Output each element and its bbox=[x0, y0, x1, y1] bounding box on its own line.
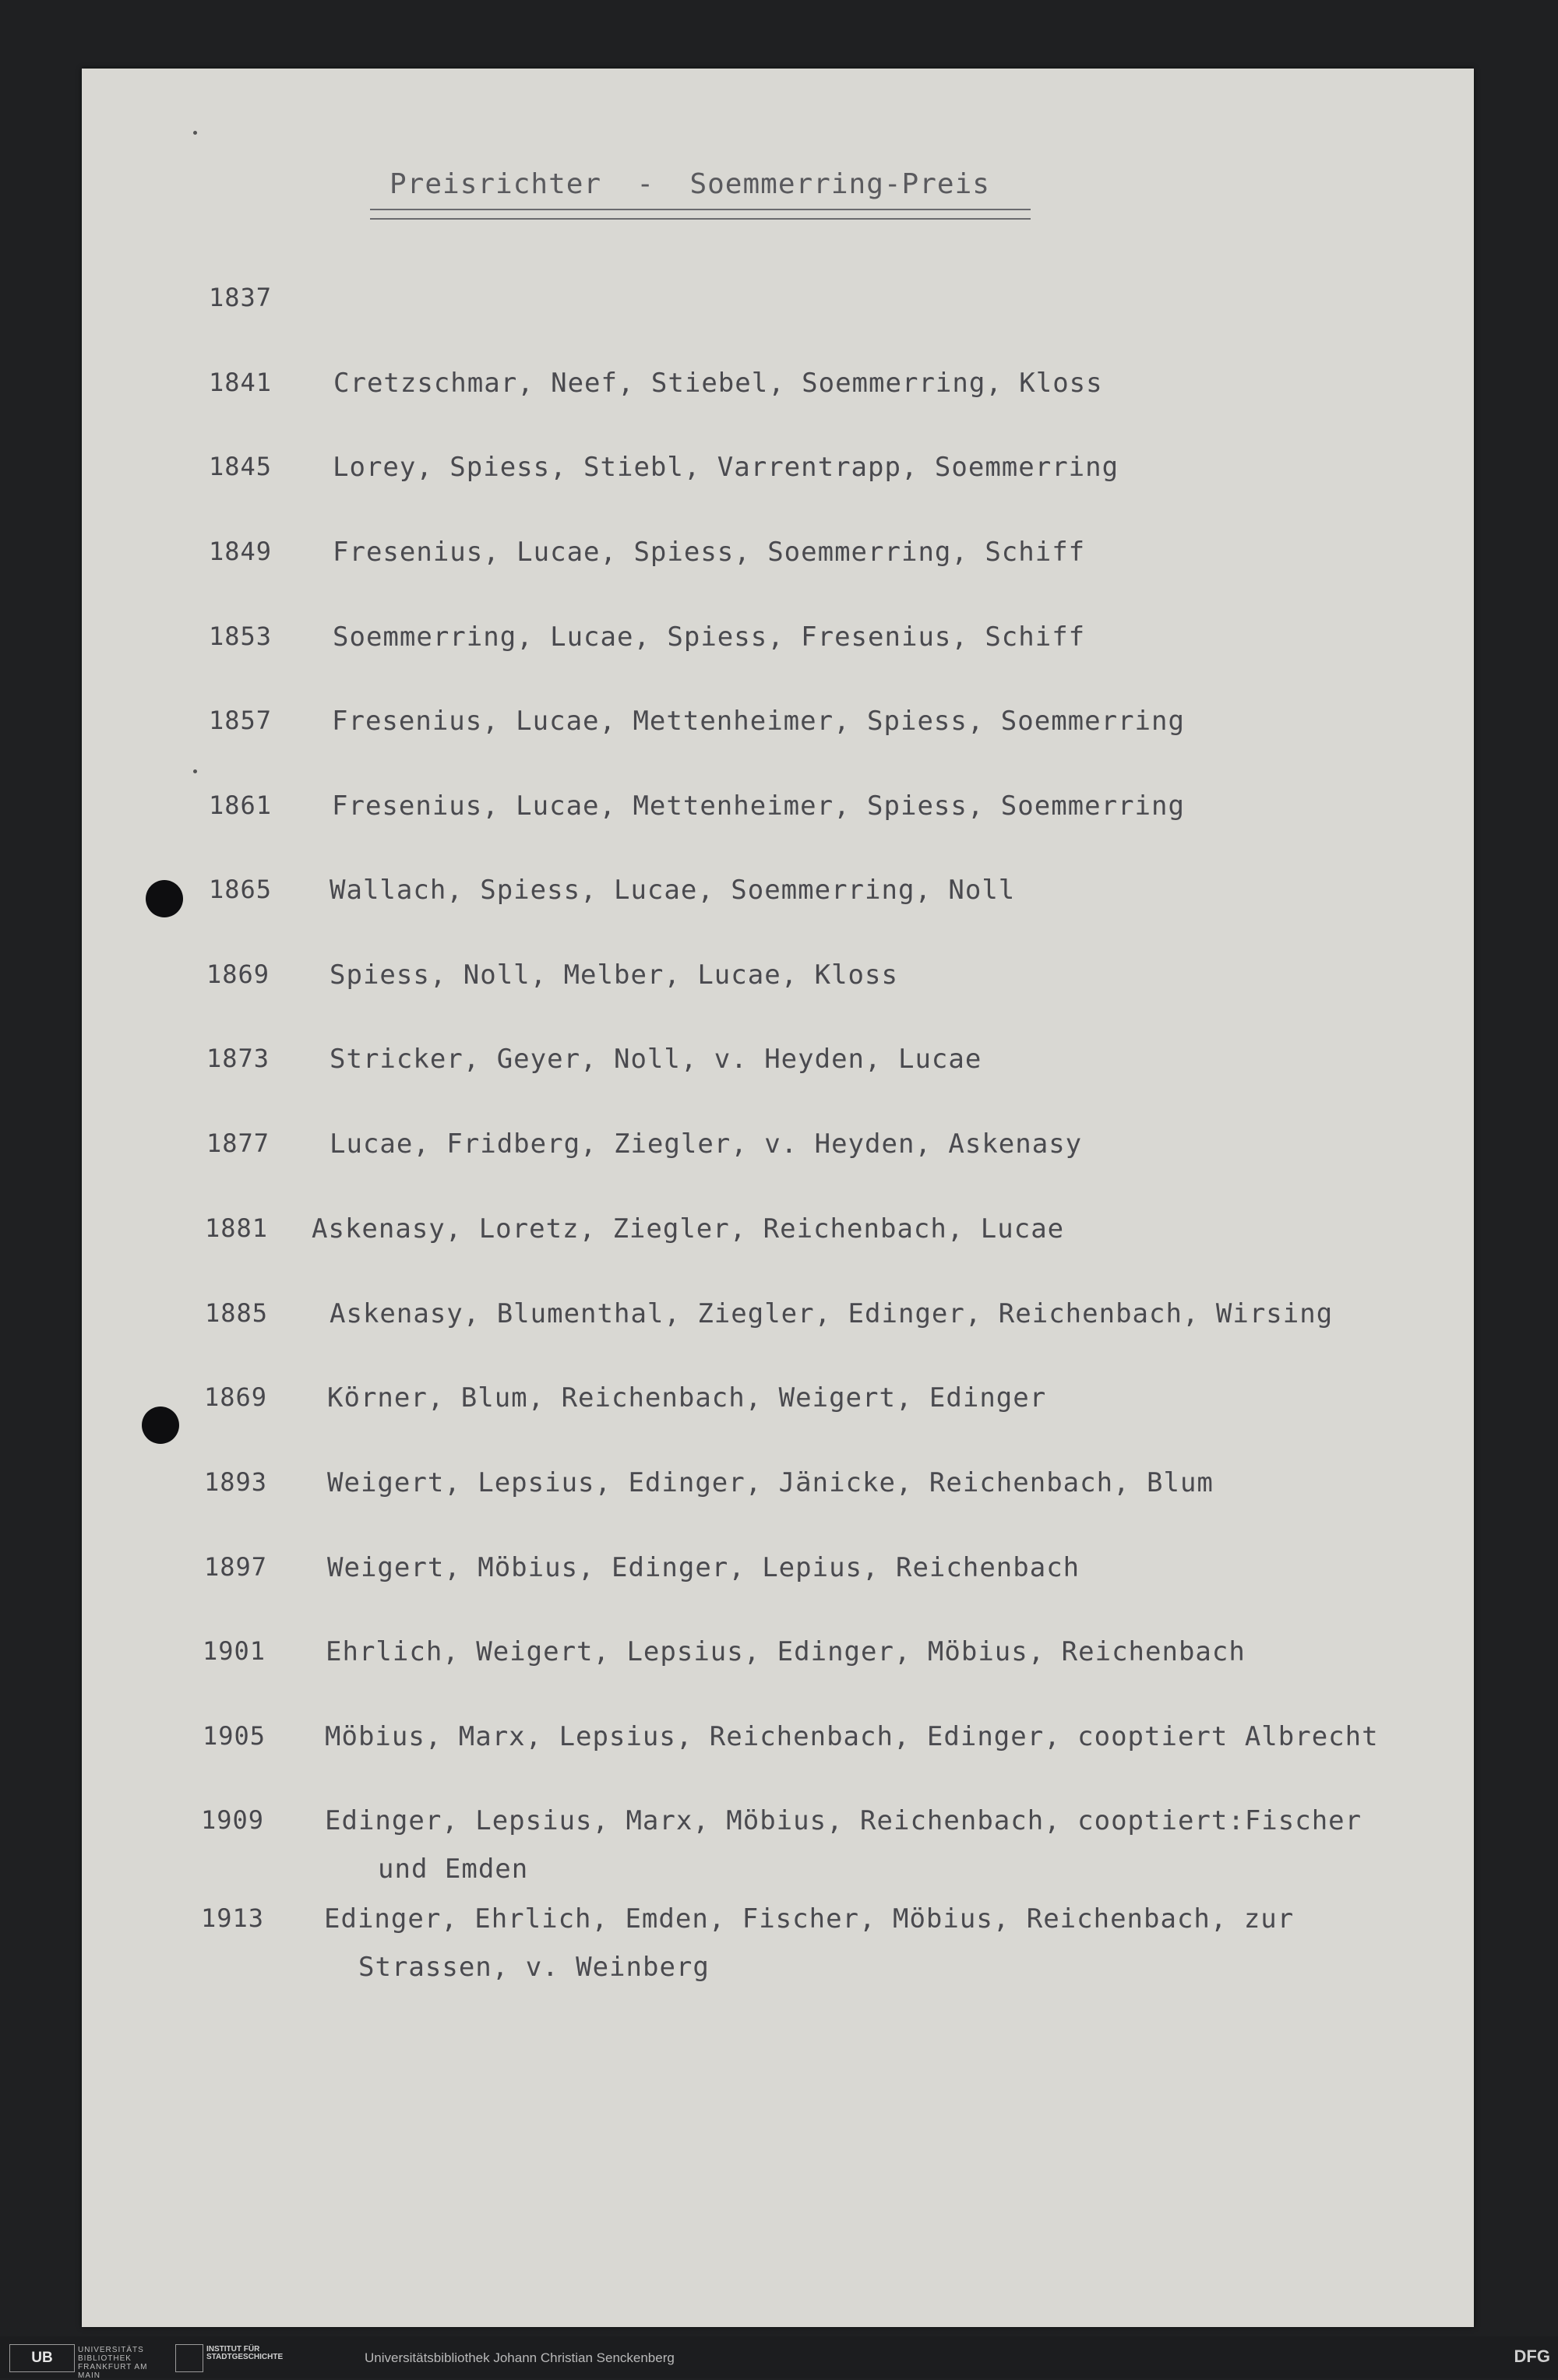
footer-bar bbox=[0, 2336, 1558, 2378]
entry-year: 1849 bbox=[209, 537, 273, 566]
entry-names: Spiess, Noll, Melber, Lucae, Kloss bbox=[330, 959, 898, 991]
entry-year: 1865 bbox=[209, 875, 273, 904]
entry-year: 1885 bbox=[205, 1298, 269, 1328]
footer-credit: Universitätsbibliothek Johann Christian Senckenberg bbox=[365, 2350, 675, 2365]
entry-year: 1869 bbox=[204, 1382, 268, 1412]
entry-year: 1909 bbox=[201, 1805, 265, 1835]
entry-year: 1853 bbox=[209, 621, 273, 651]
entry-year: 1881 bbox=[205, 1213, 269, 1243]
entry-names: Weigert, Möbius, Edinger, Lepius, Reichenbach bbox=[327, 1552, 1080, 1583]
entry-names: Lucae, Fridberg, Ziegler, v. Heyden, Askenasy bbox=[330, 1128, 1083, 1160]
entry-year: 1869 bbox=[206, 959, 270, 989]
entry-names: Ehrlich, Weigert, Lepsius, Edinger, Möbius, Reichenbach bbox=[326, 1636, 1246, 1667]
punch-hole-icon bbox=[142, 1407, 179, 1444]
entry-names: Askenasy, Loretz, Ziegler, Reichenbach, Lucae bbox=[312, 1213, 1065, 1245]
institut-logo-icon bbox=[175, 2344, 203, 2372]
entry-year: 1857 bbox=[209, 706, 273, 735]
entry-names: Askenasy, Blumenthal, Ziegler, Edinger, Reichenbach, Wirsing bbox=[330, 1298, 1334, 1329]
entry-year: 1893 bbox=[204, 1467, 268, 1497]
document-page bbox=[82, 69, 1474, 2327]
entry-names: Cretzschmar, Neef, Stiebel, Soemmerring, Kloss bbox=[333, 368, 1103, 399]
entry-year: 1897 bbox=[204, 1552, 268, 1582]
ub-logo-text: UNIVERSITÄTS BIBLIOTHEK FRANKFURT AM MAIN bbox=[78, 2346, 148, 2380]
entry-names: Möbius, Marx, Lepsius, Reichenbach, Edinger, cooptiert Albrecht bbox=[325, 1721, 1379, 1752]
entry-year: 1873 bbox=[206, 1044, 270, 1073]
entry-names: Edinger, Lepsius, Marx, Möbius, Reichenbach, cooptiert:Fischer bbox=[325, 1805, 1362, 1836]
page-title: Preisrichter - Soemmerring-Preis bbox=[390, 168, 990, 200]
entry-names-continued: und Emden bbox=[378, 1854, 529, 1885]
entry-year: 1913 bbox=[201, 1903, 265, 1933]
entry-names: Fresenius, Lucae, Spiess, Soemmerring, Schiff bbox=[333, 537, 1086, 568]
entry-names: Fresenius, Lucae, Mettenheimer, Spiess, Soemmerring bbox=[332, 790, 1185, 822]
entry-names: Fresenius, Lucae, Mettenheimer, Spiess, Soemmerring bbox=[332, 706, 1185, 737]
paper-speck bbox=[193, 769, 197, 773]
entry-year: 1837 bbox=[209, 283, 273, 312]
entry-year: 1901 bbox=[203, 1636, 266, 1666]
entry-names-continued: Strassen, v. Weinberg bbox=[358, 1952, 710, 1983]
entry-names: Soemmerring, Lucae, Spiess, Fresenius, Schiff bbox=[333, 621, 1086, 653]
entry-names: Lorey, Spiess, Stiebl, Varrentrapp, Soemmerring bbox=[333, 452, 1119, 483]
entry-names: Körner, Blum, Reichenbach, Weigert, Edinger bbox=[327, 1382, 1047, 1414]
entry-year: 1905 bbox=[203, 1721, 266, 1751]
title-underline bbox=[370, 209, 1031, 220]
entry-names: Wallach, Spiess, Lucae, Soemmerring, Noll bbox=[330, 875, 1016, 906]
punch-hole-icon bbox=[146, 880, 183, 917]
entry-year: 1877 bbox=[206, 1128, 270, 1158]
ub-logo: UB bbox=[9, 2344, 75, 2372]
entry-year: 1845 bbox=[209, 452, 273, 481]
institut-logo-text: INSTITUT FÜR STADTGESCHICHTE bbox=[206, 2345, 284, 2361]
dfg-logo: DFG bbox=[1514, 2347, 1550, 2366]
entry-names: Stricker, Geyer, Noll, v. Heyden, Lucae bbox=[330, 1044, 982, 1075]
entry-names: Edinger, Ehrlich, Emden, Fischer, Möbius, Reichenbach, zur bbox=[324, 1903, 1295, 1935]
entry-year: 1841 bbox=[209, 368, 273, 397]
paper-speck bbox=[193, 131, 197, 135]
entry-year: 1861 bbox=[209, 790, 273, 820]
entry-names: Weigert, Lepsius, Edinger, Jänicke, Reichenbach, Blum bbox=[327, 1467, 1214, 1498]
